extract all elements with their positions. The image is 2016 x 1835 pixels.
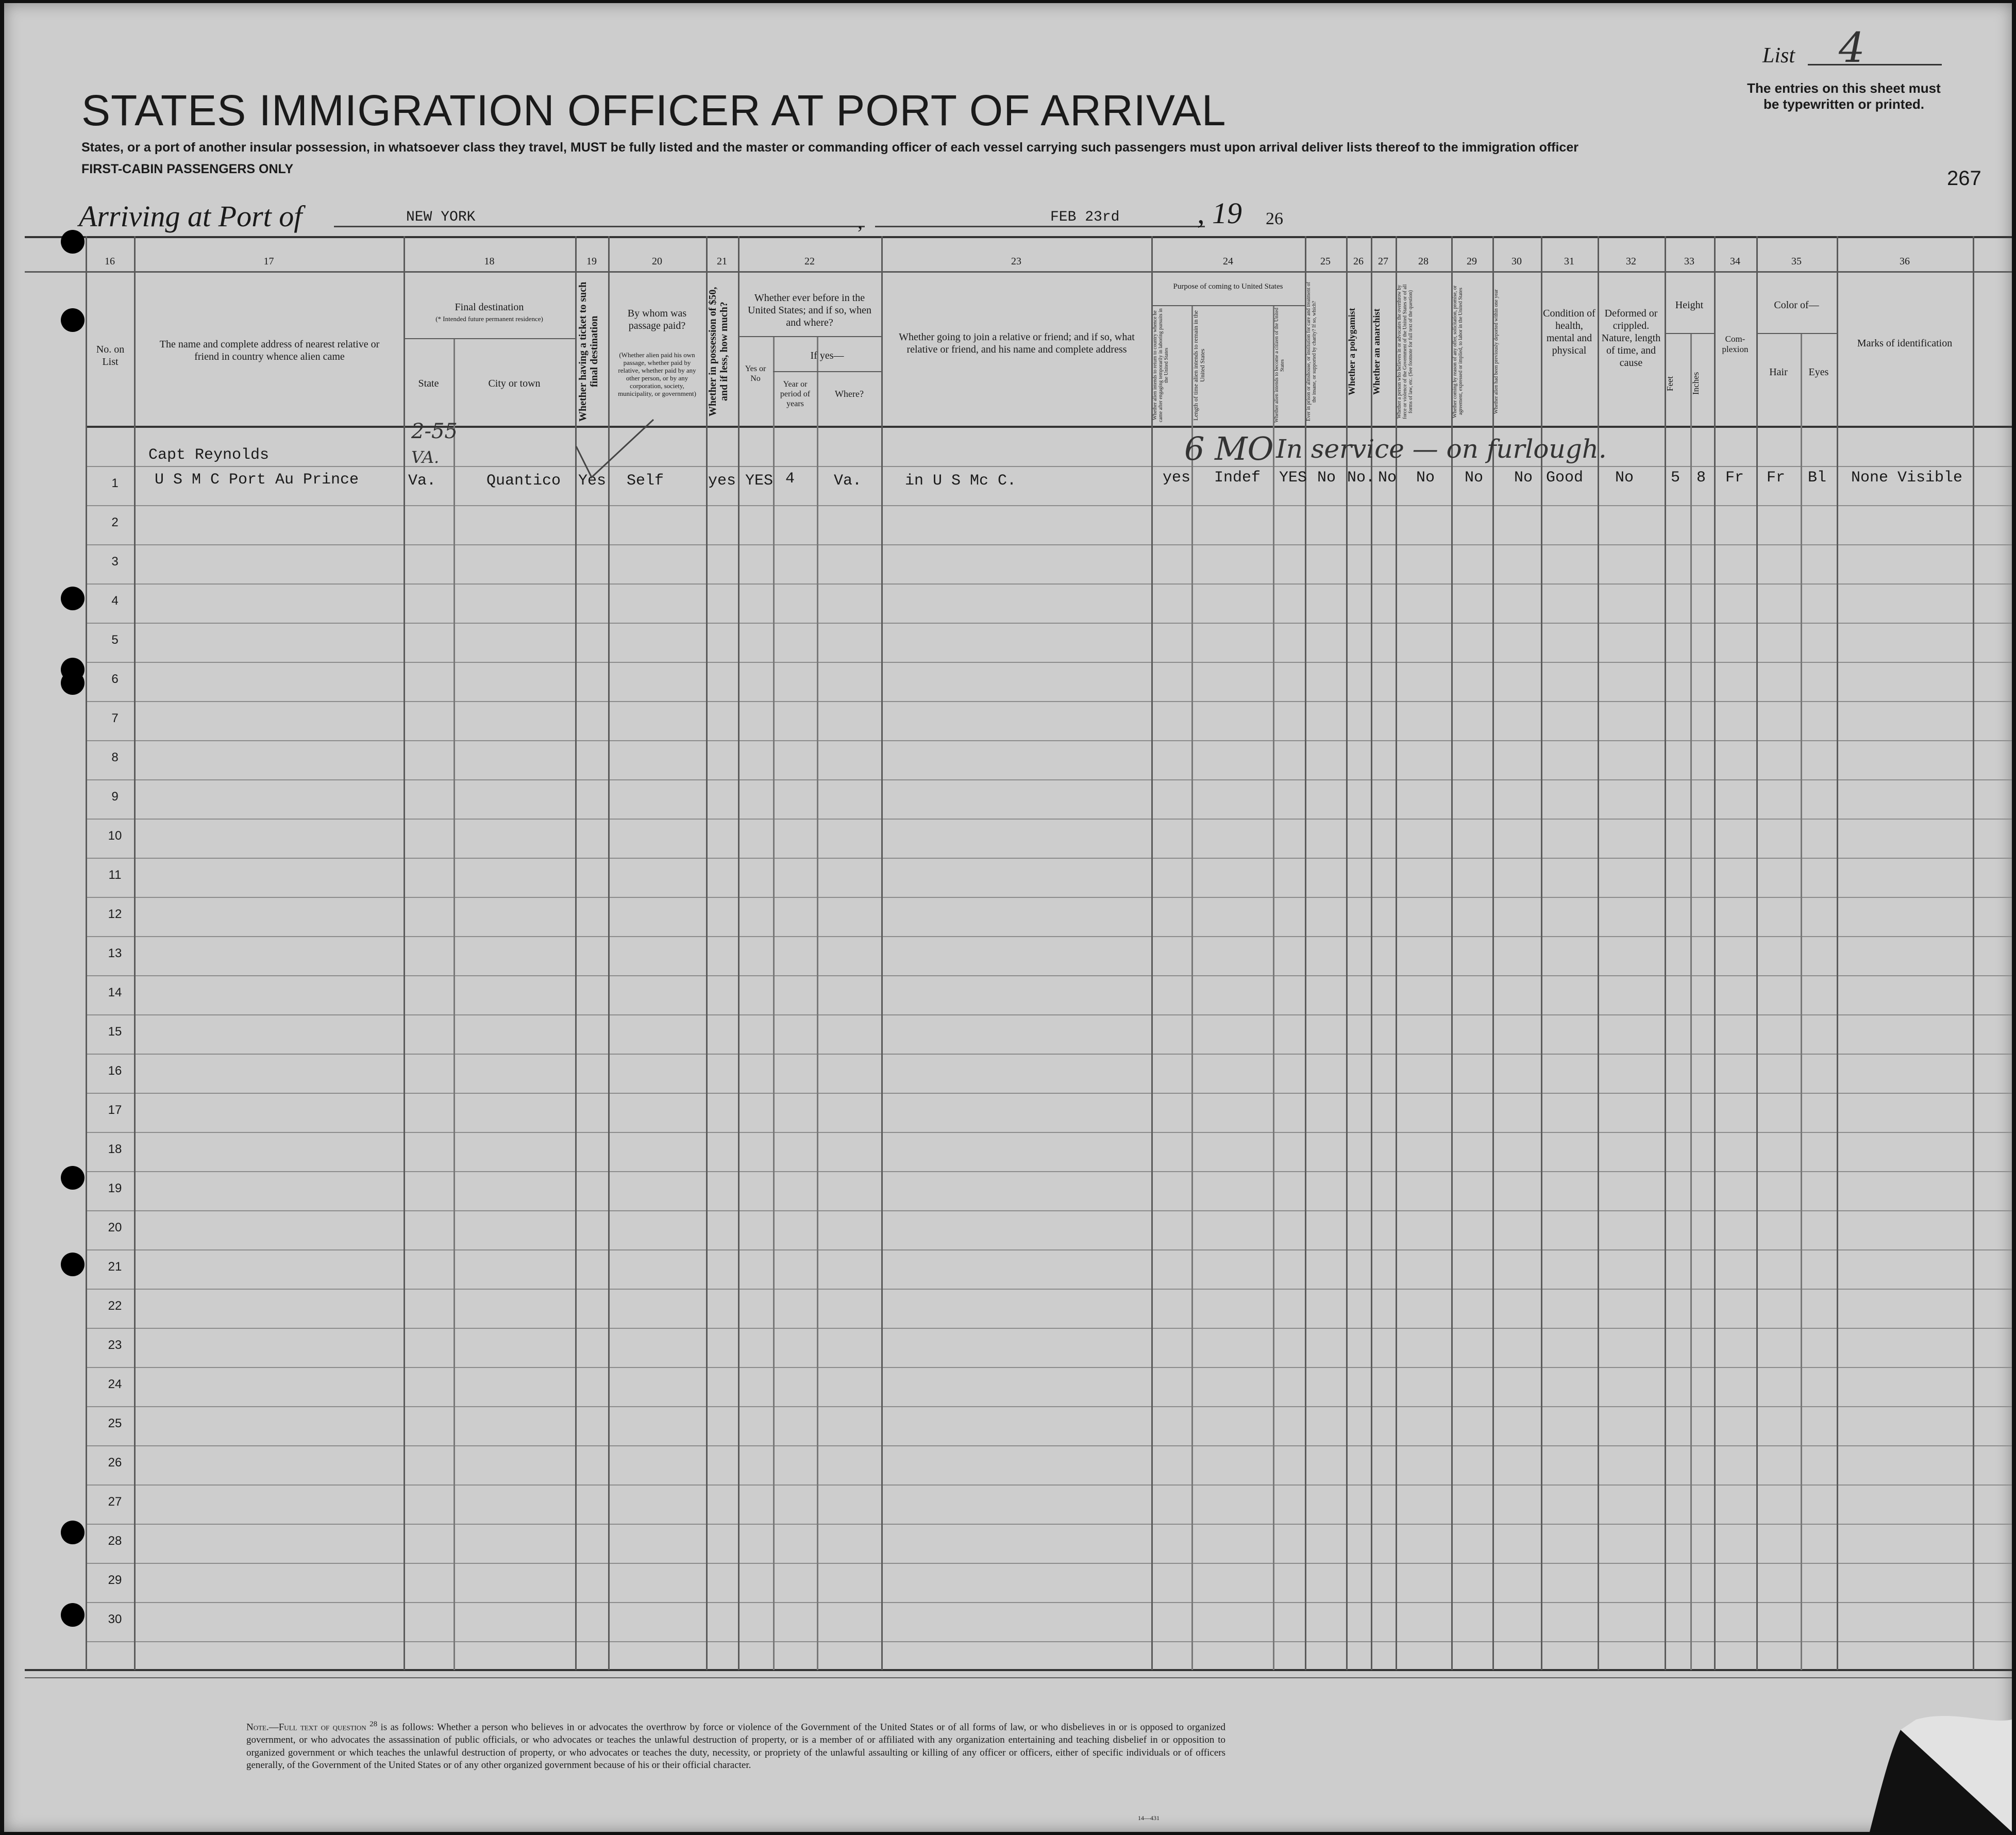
row-line (86, 975, 2012, 976)
form-code: 14—431 (1138, 1814, 1160, 1822)
col-line (1151, 236, 1153, 1670)
row-line (86, 779, 2012, 780)
header-bottom-rule (86, 426, 2012, 428)
col-number: 29 (1467, 256, 1477, 267)
arriving-label: Arriving at Port of (79, 199, 303, 233)
punch-hole (61, 230, 85, 254)
row-line (86, 1406, 2012, 1407)
row-number: 12 (108, 907, 122, 921)
entry-overthrow: No (1416, 469, 1435, 487)
row-number: 27 (108, 1495, 122, 1509)
header-deformed: Deformed or crippled. Nature, length of time, and cause (1601, 308, 1661, 369)
row-line (86, 701, 2012, 702)
col-line (1714, 236, 1716, 1670)
row-number: 18 (108, 1142, 122, 1156)
header-color-of: Color of— (1774, 299, 1819, 311)
footer-note-line4: the duty, necessity, or propriety of the unlawful assaulting or killing of any officer or officers, either of specific individuals or of officers generally, of the Government of the United States or of any (246, 1747, 1225, 1771)
torn-corner (1870, 1689, 2012, 1832)
row-line (86, 1014, 2012, 1015)
row-number: 21 (108, 1260, 122, 1274)
header-anarchist: Whether an anarchist (1371, 308, 1382, 395)
header-purpose-citizen: Whether alien intends to become a citizen of the United States (1274, 308, 1285, 423)
col-number: 33 (1684, 256, 1694, 267)
port-value: NEW YORK (406, 209, 476, 225)
row-line (86, 1484, 2012, 1486)
punch-hole (61, 1521, 85, 1544)
entry-years: 4 (785, 470, 795, 488)
footer-note-line3: of or affiliated with any organization entertaining and teaching disbelief in or opposition to organized government or which teaches the unlawful destruction of property, or who advocates or teaches (246, 1734, 1225, 1758)
row-number: 7 (111, 711, 119, 725)
row-line (86, 1602, 2012, 1603)
sub-rule-35 (1756, 333, 1837, 334)
header-marks: Marks of identification (1857, 338, 1953, 349)
col-line (1837, 236, 1838, 1670)
entry-ticket: Yes (578, 472, 607, 490)
row-number: 9 (111, 790, 119, 804)
col-line (1756, 236, 1758, 1670)
row-number: 30 (108, 1612, 122, 1626)
row-line (86, 819, 2012, 820)
page-number: 267 (1947, 167, 1981, 190)
row-number: 2 (111, 515, 119, 529)
col-number: 28 (1418, 256, 1429, 267)
col-number: 18 (484, 256, 495, 267)
typewritten-note-line1: The entries on this sheet must (1747, 80, 1941, 96)
footer-note-label: Note.—Full text of question (246, 1722, 366, 1733)
row-number: 6 (111, 672, 119, 686)
date-underline (875, 226, 1205, 227)
entry-inches: 8 (1696, 469, 1706, 487)
row-line (86, 1054, 2012, 1055)
row-number: 1 (111, 476, 119, 490)
row-line (86, 662, 2012, 663)
year-suffix: 26 (1266, 209, 1283, 228)
entry-feet: 5 (1671, 469, 1681, 487)
sub-rule-dest (404, 338, 575, 339)
row-number: 4 (111, 594, 119, 608)
row-line (86, 897, 2012, 898)
row-line (86, 466, 2012, 467)
col-number: 34 (1730, 256, 1740, 267)
col-number: 31 (1564, 256, 1574, 267)
row-number: 11 (108, 868, 122, 882)
col-number: 35 (1791, 256, 1802, 267)
row-number: 23 (108, 1338, 122, 1352)
row-line (86, 1171, 2012, 1172)
port-comma: , (858, 210, 863, 233)
row-number: 24 (108, 1377, 122, 1391)
row-number: 17 (108, 1103, 122, 1117)
row-number: 14 (108, 986, 122, 999)
col-line (1973, 236, 1974, 1670)
sub-rule-22b (773, 371, 881, 372)
footer-rule (25, 1677, 2012, 1678)
row-line (86, 1132, 2012, 1133)
header-complexion: Com- plexion (1722, 334, 1749, 355)
entry-eyes: Bl (1808, 469, 1827, 487)
punch-hole (61, 671, 85, 695)
row-line (86, 1289, 2012, 1290)
header-purpose-length: Length of time alien intends to remain in the United States (1192, 310, 1206, 421)
row-line (86, 505, 2012, 506)
entry-relative-line2: U S M C Port Au Prince (155, 471, 359, 489)
row-number: 13 (108, 946, 122, 960)
col-line (1273, 305, 1274, 1670)
header-offer: Whether coming by reason of any offer, solicitation, promise, or agreement, expressed or implied, to labor in the United States (1452, 285, 1464, 418)
manifest-sheet (4, 3, 2012, 1832)
footer-note (246, 1720, 1225, 1772)
punch-hole (61, 587, 85, 610)
row-line (86, 623, 2012, 624)
port-underline (334, 226, 865, 227)
col-line (1690, 333, 1692, 1670)
col-number: 27 (1378, 256, 1388, 267)
punch-hole (61, 308, 85, 332)
entry-relative-line1: Capt Reynolds (148, 446, 270, 464)
header-no-on-list: No. on List (96, 344, 125, 368)
row-line (86, 1093, 2012, 1094)
row-line (86, 1445, 2012, 1446)
entry-code-handwritten: 2-55 (411, 420, 458, 443)
col-line (1801, 333, 1802, 1670)
row-number: 5 (111, 633, 119, 647)
col-number: 16 (105, 256, 115, 267)
punch-hole (61, 1603, 85, 1627)
header-height: Height (1675, 299, 1704, 311)
list-label: List (1762, 44, 1795, 68)
punch-hole (61, 1253, 85, 1276)
header-year-period: Year or period of years (780, 380, 811, 409)
col-number: 20 (652, 256, 662, 267)
header-polygamist: Whether a polygamist (1347, 308, 1357, 395)
entry-ever-before: YES (745, 472, 774, 490)
row-line (86, 1210, 2012, 1211)
col-line (453, 338, 455, 1670)
header-final-destination: Final destination (455, 302, 524, 313)
typewritten-note (1715, 80, 1973, 112)
entry-return: yes (1163, 469, 1191, 487)
row-line (86, 936, 2012, 937)
entry-offer: No (1465, 469, 1484, 487)
entry-length-handwritten: 6 MO (1184, 430, 1274, 468)
header-final-destination-note: (* Intended future permanent residence) (435, 315, 543, 323)
sub-rule-24 (1151, 305, 1305, 306)
col-number: 17 (263, 256, 274, 267)
sub-rule-33 (1665, 333, 1714, 334)
row-line (86, 544, 2012, 545)
list-number: 4 (1839, 24, 1865, 72)
header-passage-paid: By whom was passage paid? (627, 308, 687, 331)
col-number: 25 (1320, 256, 1331, 267)
row-number: 20 (108, 1221, 122, 1235)
header-nearest-relative: The name and complete address of nearest relative or friend in country whence alien came (159, 339, 380, 362)
cabin-class: FIRST-CABIN PASSENGERS ONLY (81, 162, 294, 176)
col-line (706, 236, 708, 1670)
row-number: 16 (108, 1064, 122, 1078)
row-number: 8 (111, 750, 119, 764)
row-number: 3 (111, 555, 119, 569)
pencil-check-mark (571, 415, 659, 488)
col-line (404, 236, 405, 1670)
row-line (86, 1641, 2012, 1642)
header-city: City or town (488, 378, 541, 389)
entry-polygamist: No. (1347, 469, 1375, 487)
row-line (86, 858, 2012, 859)
col-line (1191, 305, 1193, 1670)
entry-length: Indef (1214, 469, 1261, 487)
row-line (86, 583, 2012, 585)
date-value: FEB 23rd (1050, 209, 1120, 225)
entry-anarchist: No (1378, 469, 1397, 487)
col-line (881, 236, 883, 1670)
header-overthrow: Whether a person who believes in or advocates the overthrow by force or violence of the Government of the United States or of all forms of law, etc. (See footnote for full text of the question) (1397, 284, 1414, 419)
header-eyes: Eyes (1808, 366, 1829, 378)
col-line (86, 236, 87, 1670)
header-where: Where? (835, 389, 864, 399)
header-joining: Whether going to join a relative or friend; and if so, what relative or friend, and his name and complete address (899, 331, 1135, 355)
entry-handwritten-note: In service — on furlough. (1276, 434, 1607, 464)
entry-fifty: yes (708, 472, 736, 490)
header-ever-before: Whether ever before in the United States; and if so, when and where? (748, 292, 871, 328)
row-line (86, 1249, 2012, 1250)
col-number: 26 (1353, 256, 1364, 267)
footer-note-line1: is as follows: Whether a person who believes in or advocates the overthrow by force or violence of the Government of the United States or of all forms of law, (380, 1722, 1027, 1733)
subtitle: States, or a port of another insular possession, in whatsoever class they travel, MUST be fully listed and the master or commanding officer of each vessel carrying such passengers must upon arrival deliver lists thereof to the immigration officer (81, 140, 1578, 155)
row-number: 28 (108, 1534, 122, 1548)
entry-passage: Self (627, 472, 664, 490)
row-number: 19 (108, 1181, 122, 1195)
row-line (86, 740, 2012, 741)
header-passage-paid-note: (Whether alien paid his own passage, whether paid by relative, whether paid by any other person, or by any corporation, society, municipality, or government) (618, 351, 696, 397)
header-hair: Hair (1769, 366, 1788, 378)
header-inches: Inches (1691, 372, 1701, 395)
col-number: 22 (804, 256, 815, 267)
row-number: 22 (108, 1299, 122, 1313)
col-line (817, 336, 818, 1670)
col-number: 24 (1223, 256, 1233, 267)
sub-rule-22 (738, 336, 881, 337)
entry-hair: Fr (1767, 469, 1786, 487)
header-state: State (418, 378, 439, 389)
col-number: 19 (586, 256, 597, 267)
header-ticket: Whether having a ticket to such final destination (577, 281, 600, 422)
entry-city: Quantico (486, 472, 561, 490)
entry-state-handwritten: VA. (411, 447, 440, 467)
footer-note-line2: or who disbelieves in or is opposed to organized government, or who advocates the assassination of public officials, or who advocates or teaches the unlawful destruction of property, or is a member (246, 1722, 1226, 1746)
row-line (86, 1367, 2012, 1368)
page-title: STATES IMMIGRATION OFFICER AT PORT OF ARRIVAL (81, 86, 1227, 135)
row-number: 25 (108, 1416, 122, 1430)
row-number: 15 (108, 1025, 122, 1039)
header-prison: Ever in prison or almshouse, or institution for care and treatment of the insane, or supported by charity? If so, which? (1306, 282, 1317, 421)
col-number: 36 (1900, 256, 1910, 267)
footer-question-number: 28 (369, 1720, 378, 1728)
year-prefix: , 19 (1197, 196, 1242, 230)
col-number: 30 (1511, 256, 1522, 267)
col-number: 21 (717, 256, 727, 267)
entry-state: Va. (408, 472, 436, 490)
header-fifty-dollars: Whether in possession of $50, and if less, how much? (707, 287, 730, 416)
header-deported: Whether alien had been previously deported within one year (1493, 289, 1499, 414)
header-health: Condition of health, mental and physical (1543, 308, 1595, 356)
entry-deformed: No (1615, 469, 1634, 487)
header-if-yes: If yes— (810, 350, 844, 361)
header-feet: Feet (1665, 376, 1675, 391)
header-purpose: Purpose of coming to United States (1173, 282, 1283, 291)
header-yes-no: Yes or No (745, 364, 766, 383)
row-number: 26 (108, 1456, 122, 1470)
col-number: 23 (1011, 256, 1021, 267)
entry-marks: None Visible (1851, 469, 1963, 487)
row-number: 10 (108, 829, 122, 843)
col-number: 32 (1626, 256, 1636, 267)
entry-where: Va. (834, 472, 862, 490)
row-line (86, 1563, 2012, 1564)
row-line (86, 1524, 2012, 1525)
col-line (773, 336, 775, 1670)
typewritten-note-line2: be typewritten or printed. (1763, 96, 1925, 112)
entry-deported: No (1514, 469, 1533, 487)
col-line (1665, 236, 1666, 1670)
header-purpose-return: Whether alien intends to return to country whence he came after engaging temporarily in laboring pursuits in the United States (1152, 308, 1169, 423)
footer-note-line5: other organized government because of his or their official character. (481, 1760, 751, 1771)
entry-citizen: YES (1279, 469, 1307, 487)
entry-joining: in U S Mc C. (905, 472, 1017, 490)
list-underline (1808, 64, 1942, 65)
entry-health: Good (1546, 469, 1584, 487)
row-line (86, 1328, 2012, 1329)
row-number: 29 (108, 1573, 122, 1587)
col-line (738, 236, 740, 1670)
entry-prison: No (1317, 469, 1336, 487)
punch-hole (61, 1166, 85, 1190)
entry-complexion: Fr (1725, 469, 1744, 487)
